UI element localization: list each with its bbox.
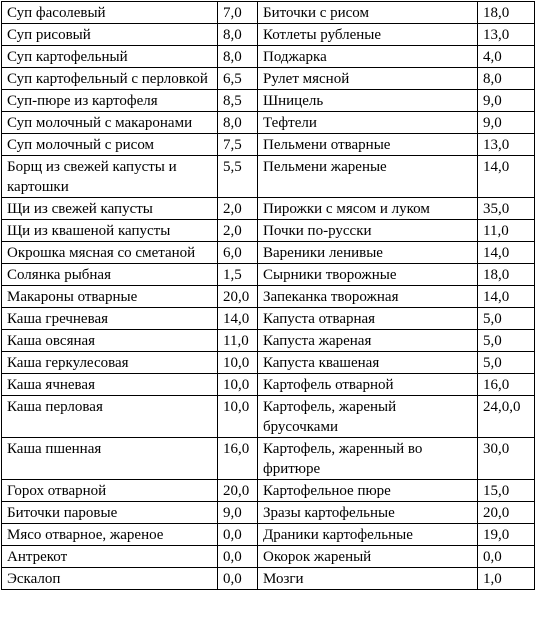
- value-left: 7,5: [218, 134, 258, 156]
- table-row: [2, 242, 535, 264]
- dish-name-left: Суп картофельный с перловкой: [2, 68, 218, 90]
- value-right: 5,0: [478, 308, 535, 330]
- value-left: 11,0: [218, 330, 258, 352]
- dish-name-right: Картофель отварной: [258, 374, 478, 396]
- dish-name-left: Биточки паровые: [2, 502, 218, 524]
- dish-name-left: Антрекот: [2, 546, 218, 568]
- dish-name-right: Пирожки с мясом и луком: [258, 198, 478, 220]
- value-left: 16,0: [218, 438, 258, 480]
- dish-name-right: Почки по-русски: [258, 220, 478, 242]
- value-left: 0,0: [218, 546, 258, 568]
- table-row: [2, 220, 535, 242]
- table-row: [2, 112, 535, 134]
- table-row: [2, 308, 535, 330]
- value-left: 10,0: [218, 396, 258, 438]
- dish-name-right: Мозги: [258, 568, 478, 590]
- dish-name-right: Шницель: [258, 90, 478, 112]
- value-right: 0,0: [478, 546, 535, 568]
- dish-name-left: Каша ячневая: [2, 374, 218, 396]
- value-right: 20,0: [478, 502, 535, 524]
- table-row: [2, 330, 535, 352]
- value-right: 13,0: [478, 134, 535, 156]
- dish-name-right: Поджарка: [258, 46, 478, 68]
- dish-name-left: Каша гречневая: [2, 308, 218, 330]
- value-right: 30,0: [478, 438, 535, 480]
- dish-name-right: Драники картофельные: [258, 524, 478, 546]
- table-row: [2, 480, 535, 502]
- dish-name-left: Суп-пюре из картофеля: [2, 90, 218, 112]
- value-left: 8,0: [218, 24, 258, 46]
- value-left: 2,0: [218, 198, 258, 220]
- dish-name-right: Тефтели: [258, 112, 478, 134]
- value-right: 14,0: [478, 286, 535, 308]
- table-body: [2, 2, 535, 590]
- dish-name-right: Пельмени жареные: [258, 156, 478, 198]
- table-row: [2, 374, 535, 396]
- value-left: 8,5: [218, 90, 258, 112]
- dish-name-left: Суп картофельный: [2, 46, 218, 68]
- dish-name-right: Капуста отварная: [258, 308, 478, 330]
- table-row: [2, 2, 535, 24]
- value-right: 14,0: [478, 242, 535, 264]
- value-left: 0,0: [218, 568, 258, 590]
- value-right: 14,0: [478, 156, 535, 198]
- dish-name-left: Солянка рыбная: [2, 264, 218, 286]
- value-right: 8,0: [478, 68, 535, 90]
- dish-name-right: Сырники творожные: [258, 264, 478, 286]
- value-right: 9,0: [478, 90, 535, 112]
- dish-name-right: Пельмени отварные: [258, 134, 478, 156]
- table-row: [2, 198, 535, 220]
- value-right: 35,0: [478, 198, 535, 220]
- table-row: [2, 546, 535, 568]
- dish-name-left: Горох отварной: [2, 480, 218, 502]
- value-right: 18,0: [478, 264, 535, 286]
- dish-name-right: Котлеты рубленые: [258, 24, 478, 46]
- dish-name-right: Картофель, жаренный во фритюре: [258, 438, 478, 480]
- value-left: 6,0: [218, 242, 258, 264]
- value-left: 7,0: [218, 2, 258, 24]
- dish-name-left: Суп фасолевый: [2, 2, 218, 24]
- table-row: [2, 352, 535, 374]
- table-row: [2, 396, 535, 438]
- table-row: [2, 68, 535, 90]
- dish-name-left: Борщ из свежей капусты и картошки: [2, 156, 218, 198]
- value-right: 19,0: [478, 524, 535, 546]
- value-left: 8,0: [218, 46, 258, 68]
- dish-name-left: Каша перловая: [2, 396, 218, 438]
- value-right: 5,0: [478, 330, 535, 352]
- dish-name-left: Эскалоп: [2, 568, 218, 590]
- value-left: 10,0: [218, 352, 258, 374]
- value-right: 24,0,0: [478, 396, 535, 438]
- value-right: 16,0: [478, 374, 535, 396]
- dish-name-left: Суп молочный с макаронами: [2, 112, 218, 134]
- value-left: 20,0: [218, 286, 258, 308]
- table-row: [2, 134, 535, 156]
- dish-name-left: Макароны отварные: [2, 286, 218, 308]
- table-row: [2, 286, 535, 308]
- value-right: 9,0: [478, 112, 535, 134]
- value-right: 15,0: [478, 480, 535, 502]
- carbohydrate-table: [1, 1, 535, 590]
- value-left: 6,5: [218, 68, 258, 90]
- dish-name-right: Капуста жареная: [258, 330, 478, 352]
- value-left: 0,0: [218, 524, 258, 546]
- value-left: 1,5: [218, 264, 258, 286]
- dish-name-left: Окрошка мясная со сметаной: [2, 242, 218, 264]
- table-row: [2, 524, 535, 546]
- dish-name-left: Суп молочный с рисом: [2, 134, 218, 156]
- table-row: [2, 502, 535, 524]
- dish-name-right: Картофель, жареный брусочками: [258, 396, 478, 438]
- value-right: 1,0: [478, 568, 535, 590]
- dish-name-right: Окорок жареный: [258, 546, 478, 568]
- dish-name-left: Суп рисовый: [2, 24, 218, 46]
- dish-name-left: Мясо отварное, жареное: [2, 524, 218, 546]
- value-right: 4,0: [478, 46, 535, 68]
- dish-name-left: Щи из свежей капусты: [2, 198, 218, 220]
- dish-name-left: Щи из квашеной капусты: [2, 220, 218, 242]
- dish-name-right: Биточки с рисом: [258, 2, 478, 24]
- dish-name-right: Рулет мясной: [258, 68, 478, 90]
- dish-name-left: Каша геркулесовая: [2, 352, 218, 374]
- value-left: 10,0: [218, 374, 258, 396]
- dish-name-left: Каша овсяная: [2, 330, 218, 352]
- dish-name-right: Капуста квашеная: [258, 352, 478, 374]
- dish-name-right: Запеканка творожная: [258, 286, 478, 308]
- table-row: [2, 264, 535, 286]
- value-right: 5,0: [478, 352, 535, 374]
- value-left: 8,0: [218, 112, 258, 134]
- dish-name-right: Вареники ленивые: [258, 242, 478, 264]
- dish-name-right: Зразы картофельные: [258, 502, 478, 524]
- value-left: 14,0: [218, 308, 258, 330]
- value-left: 2,0: [218, 220, 258, 242]
- table-row: [2, 156, 535, 198]
- value-left: 5,5: [218, 156, 258, 198]
- table-row: [2, 568, 535, 590]
- table-row: [2, 46, 535, 68]
- value-right: 13,0: [478, 24, 535, 46]
- dish-name-right: Картофельное пюре: [258, 480, 478, 502]
- table-row: [2, 24, 535, 46]
- value-right: 18,0: [478, 2, 535, 24]
- value-left: 9,0: [218, 502, 258, 524]
- dish-name-left: Каша пшенная: [2, 438, 218, 480]
- value-left: 20,0: [218, 480, 258, 502]
- table-row: [2, 438, 535, 480]
- value-right: 11,0: [478, 220, 535, 242]
- table-row: [2, 90, 535, 112]
